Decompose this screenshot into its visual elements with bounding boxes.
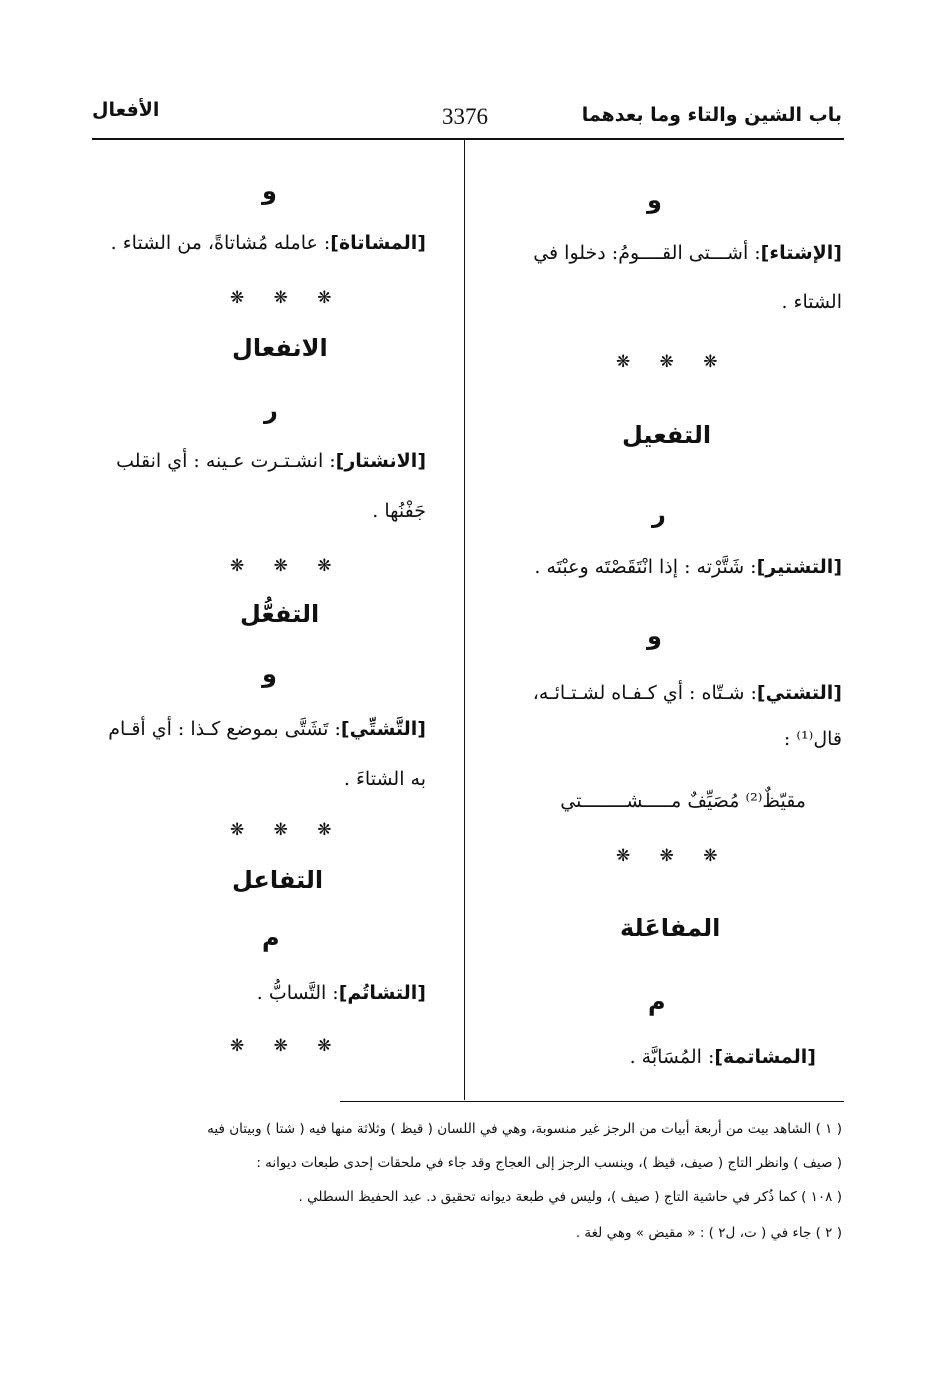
footnote-1-line-1: ( ١ ) الشاهد بيت من أربعة أبيات من الرجز غير منسوبة، وهي في اللسان ( قيظ ) وثلاثة منها فيه ( شتا ) وبيتان فيه	[207, 1121, 842, 1137]
entry-headword: [الإشتاء]	[760, 242, 842, 264]
section-separator: ❋ ❋ ❋	[616, 846, 730, 866]
entry-headword: [التَّشتِّي]	[340, 718, 426, 740]
entry-definition: : شـتّاه : أي كـفـاه لشـتـائـه،	[532, 682, 757, 704]
entry-mushatama	[630, 1042, 816, 1072]
chapter-title: الأفعال	[92, 99, 160, 121]
entry-mushataa	[111, 228, 426, 258]
footnote-rule	[340, 1101, 844, 1102]
section-heading-mufaala: المفاعَلة	[620, 914, 721, 942]
letter-waw: و	[262, 177, 277, 205]
entry-headword: [التشتير]	[756, 556, 842, 578]
entry-definition: : انشـتـرت عـينه : أي انقلب	[116, 450, 336, 472]
footnote-1-line-3: ( ١٠٨ ) كما ذُكر في حاشية التاج ( صيف )، وليس في طبعة ديوانه تحقيق د. عبد الحفيظ السطلي .	[298, 1189, 842, 1205]
entry-headword: [التشتي]	[756, 682, 842, 704]
entry-tashatum	[257, 978, 426, 1008]
letter-waw: و	[647, 622, 662, 650]
entry-definition: : تَشَتَّى بموضع كـذا : أي أقـام	[108, 718, 341, 740]
entry-tashatti	[108, 714, 426, 744]
section-heading-infiaal: الانفعال	[232, 334, 328, 362]
letter-ra: ر	[652, 500, 666, 528]
entry-tashti	[533, 678, 842, 708]
section-separator: ❋ ❋ ❋	[230, 288, 344, 308]
letter-mim: م	[262, 924, 280, 952]
entry-headword: [المشاتمة]	[714, 1046, 816, 1068]
entry-definition: : شَتَّرْته : إذا انْتَقَصْتَه وعبْتَه .	[534, 556, 757, 578]
column-divider	[464, 140, 465, 1100]
entry-tashti-continued: قال⁽¹⁾ :	[783, 728, 842, 750]
letter-mim: م	[648, 988, 666, 1016]
section-heading-tafeel: التفعيل	[622, 421, 712, 449]
entry-definition: : التَّسابُّ .	[256, 982, 339, 1004]
entry-headword: [التشاتُم]	[338, 982, 426, 1004]
footnote-1-line-2: ( صيف ) وانظر التاج ( صيف، قيظ )، وينسب الرجز إلى العجاج وقد جاء في ملحقات إحدى طبعات ديوانه :	[256, 1155, 842, 1171]
section-separator: ❋ ❋ ❋	[230, 1036, 344, 1056]
verse-line: مقيّظٌ⁽²⁾ مُصَيِّفٌ مـــــشــــــــتي	[560, 790, 806, 812]
entry-definition: : المُسَابَّة .	[629, 1046, 715, 1068]
entry-inshitar-continued: جَفْنُها .	[372, 500, 426, 522]
letter-waw: و	[647, 186, 662, 214]
section-separator: ❋ ❋ ❋	[616, 352, 730, 372]
entry-tashatti-continued: به الشتاءَ .	[343, 768, 426, 790]
section-separator: ❋ ❋ ❋	[230, 820, 344, 840]
entry-ishtaa	[533, 238, 842, 268]
entry-inshitar	[116, 446, 426, 476]
entry-tashtir	[534, 552, 842, 582]
section-title: باب الشين والتاء وما بعدهما	[581, 104, 842, 126]
entry-headword: [الانشتار]	[335, 450, 426, 472]
entry-definition: : أشـــتى القــــومُ: دخلوا في	[533, 242, 761, 264]
section-separator: ❋ ❋ ❋	[230, 556, 344, 576]
page-number: 3376	[442, 104, 488, 129]
section-heading-tafaoul: التفعُّل	[240, 600, 320, 628]
entry-ishtaa-continued: الشتاء .	[781, 291, 842, 313]
section-heading-tafaaul: التفاعل	[232, 866, 324, 894]
header-rule	[92, 138, 844, 140]
letter-waw: و	[262, 660, 277, 688]
footnote-2: ( ٢ ) جاء في ( ت، ل٢ ) : « مقيض » وهي لغة .	[575, 1225, 842, 1241]
letter-ra: ر	[264, 396, 278, 424]
entry-headword: [المشاتاة]	[330, 232, 426, 254]
entry-definition: : عامله مُشاتاةً، من الشتاء .	[110, 232, 331, 254]
